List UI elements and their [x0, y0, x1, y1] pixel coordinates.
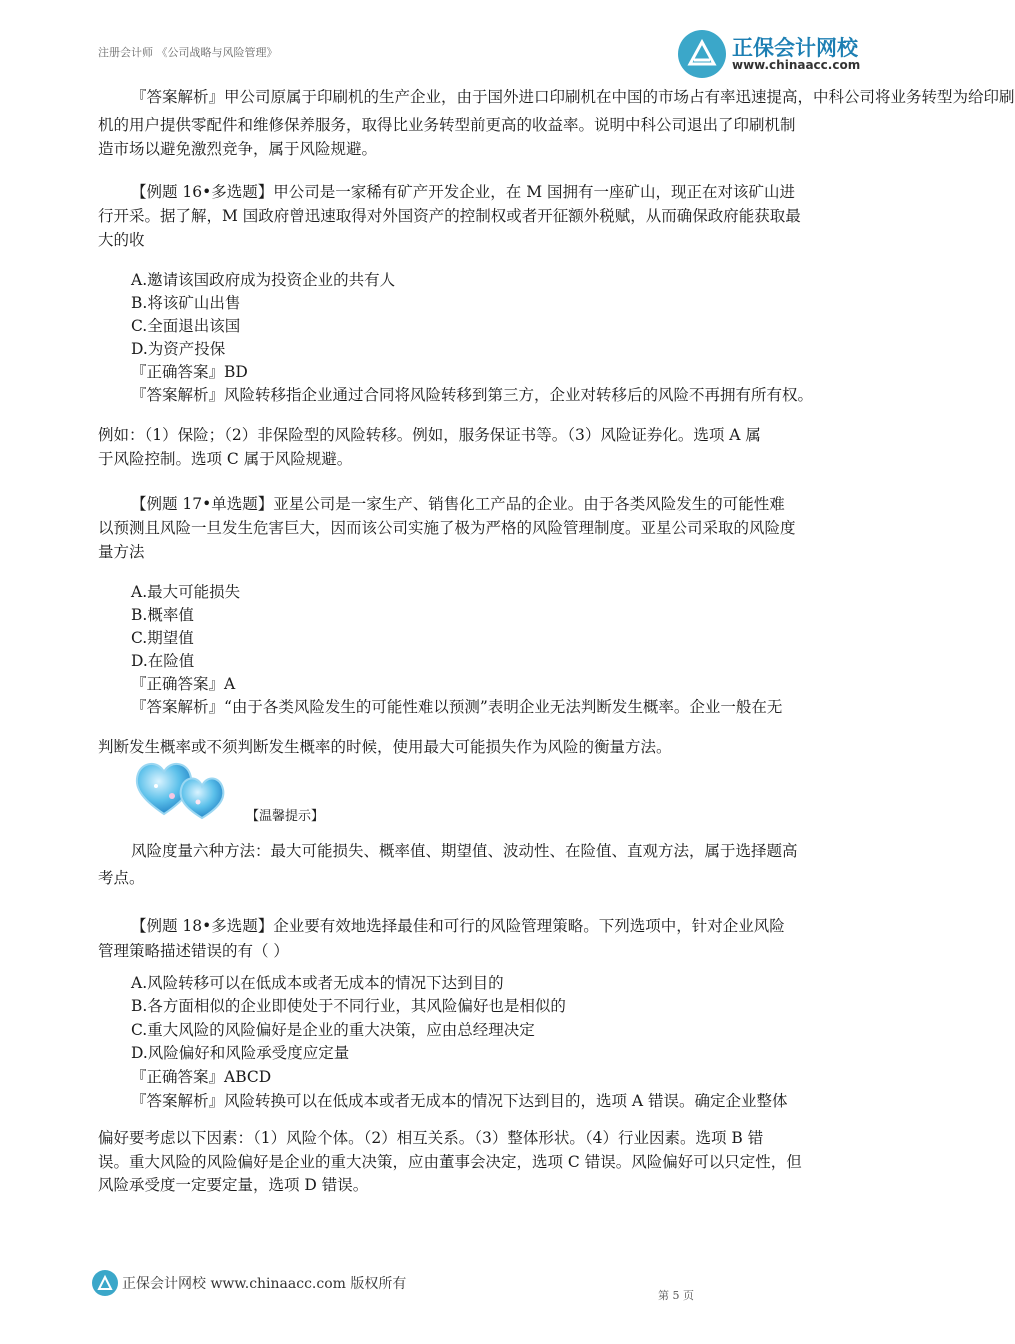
- brand-name: 正保会计网校: [732, 36, 858, 60]
- option-a: A.风险转移可以在低成本或者无成本的情况下达到目的: [131, 974, 504, 992]
- footer-copyright: 正保会计网校 www.chinaacc.com 版权所有: [122, 1276, 407, 1292]
- option-d: D.在险值: [131, 652, 195, 670]
- text-line: 判断发生概率或不须判断发生概率的时候，使用最大可能损失作为风险的衡量方法。: [98, 738, 672, 756]
- option-c: C.重大风险的风险偏好是企业的重大决策，应由总经理决定: [131, 1021, 535, 1039]
- question-title: 【例题 17•单选题】亚星公司是一家生产、销售化工产品的企业。由于各类风险发生的可能性难: [131, 495, 785, 513]
- option-d: D.风险偏好和风险承受度应定量: [131, 1044, 350, 1062]
- brand-url: www.chinaacc.com: [732, 58, 861, 72]
- answer: 『正确答案』BD: [131, 363, 248, 381]
- explanation: 『答案解析』风险转移指企业通过合同将风险转移到第三方，企业对转移后的风险不再拥有所有权。: [131, 386, 814, 404]
- tip-text: 风险度量六种方法：最大可能损失、概率值、期望值、波动性、在险值、直观方法，属于选择题高: [131, 842, 798, 860]
- text-line: 风险承受度一定要定量，选项 D 错误。: [98, 1176, 369, 1194]
- answer: 『正确答案』A: [131, 675, 236, 693]
- option-a: A.最大可能损失: [131, 583, 241, 601]
- page-number: 第 5 页: [658, 1289, 694, 1302]
- option-c: C.全面退出该国: [131, 317, 241, 335]
- option-d: D.为资产投保: [131, 340, 226, 358]
- option-b: B.将该矿山出售: [131, 294, 241, 312]
- running-header: 注册会计师 《公司战略与风险管理》: [98, 46, 278, 59]
- explanation: 『答案解析』风险转换可以在低成本或者无成本的情况下达到目的，选项 A 错误。确定企业整体: [131, 1092, 788, 1110]
- tip-heading: 【温馨提示】: [246, 809, 325, 824]
- text-line: 误。重大风险的风险偏好是企业的重大决策，应由董事会决定，选项 C 错误。风险偏好可以只定性，但: [98, 1153, 802, 1171]
- text-line: 考点。: [98, 869, 145, 887]
- text-line: 于风险控制。选项 C 属于风险规避。: [98, 450, 353, 468]
- question-title: 【例题 18•多选题】企业要有效地选择最佳和可行的风险管理策略。下列选项中，针对企业风险: [131, 917, 785, 935]
- text-line: 机的用户提供零配件和维修保养服务，取得比业务转型前更高的收益率。说明中科公司退出了印刷机制: [98, 116, 796, 134]
- text-line: 造市场以避免激烈竞争，属于风险规避。: [98, 140, 378, 158]
- hearts-icon: [132, 756, 236, 820]
- text-line: 管理策略描述错误的有（ ）: [98, 942, 289, 960]
- option-b: B.各方面相似的企业即使处于不同行业，其风险偏好也是相似的: [131, 997, 566, 1015]
- question-title: 【例题 16•多选题】甲公司是一家稀有矿产开发企业，在 M 国拥有一座矿山，现正在对该矿山进: [131, 183, 796, 201]
- answer: 『正确答案』ABCD: [131, 1068, 272, 1086]
- text-line: 『答案解析』甲公司原属于印刷机的生产企业，由于国外进口印刷机在中国的市场占有率迅速提高，中科公司将业务转型为给印刷: [131, 88, 1015, 106]
- text-line: 行开采。据了解，M 国政府曾迅速取得对外国资产的控制权或者开征额外税赋，从而确保政府能获取最: [98, 207, 801, 225]
- explanation: 『答案解析』“由于各类风险发生的可能性难以预测”表明企业无法判断发生概率。企业一般在无: [131, 698, 783, 716]
- text-line: 以预测且风险一旦发生危害巨大，因而该公司实施了极为严格的风险管理制度。亚星公司采取的风险度: [98, 519, 796, 537]
- option-a: A.邀请该国政府成为投资企业的共有人: [131, 271, 396, 289]
- text-line: 量方法: [98, 543, 145, 561]
- option-c: C.期望值: [131, 629, 194, 647]
- text-line: 偏好要考虑以下因素：（1）风险个体。（2）相互关系。（3）整体形状。（4）行业因素。选项 B 错: [98, 1129, 764, 1147]
- option-b: B.概率值: [131, 606, 194, 624]
- text-line: 例如：（1）保险；（2）非保险型的风险转移。例如，服务保证书等。（3）风险证券化。选项 A 属: [98, 426, 761, 444]
- text-line: 大的收: [98, 231, 145, 249]
- logo-icon: [678, 30, 726, 78]
- footer-logo-icon: [92, 1270, 118, 1296]
